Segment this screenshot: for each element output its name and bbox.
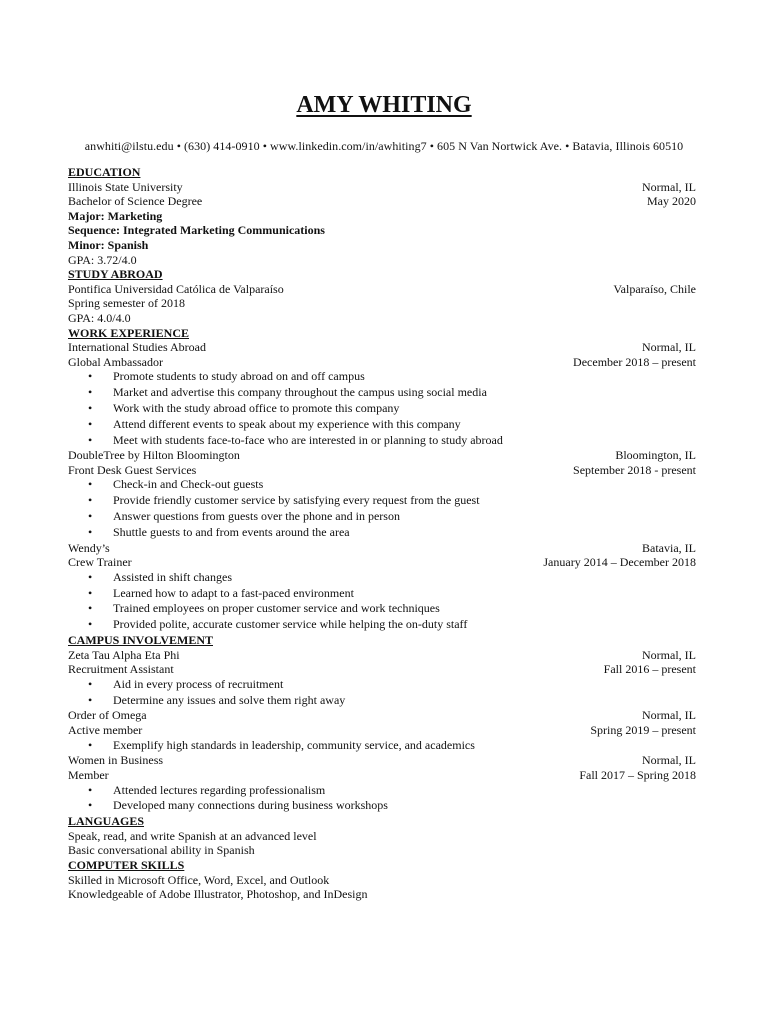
campus-bullets	[68, 738, 696, 754]
job-org: Wendy’s	[68, 540, 110, 555]
bullet-item: • Work with the study abroad office to promote this company	[68, 401, 696, 417]
bullet-item: • Check-in and Check-out guests	[68, 477, 696, 493]
bullet-item: • Developed many connections during business workshops	[68, 798, 696, 814]
job-title: Crew Trainer	[68, 555, 132, 570]
computer-text: Knowledgeable of Adobe Illustrator, Photoshop, and InDesign	[68, 887, 368, 902]
bullet-item: • Determine any issues and solve them right away	[68, 693, 696, 709]
computer-heading: COMPUTER SKILLS	[68, 857, 185, 872]
job-title-row	[68, 355, 696, 370]
education-minor	[68, 238, 696, 253]
education-degree: Bachelor of Science Degree	[68, 194, 203, 209]
campus-heading: CAMPUS INVOLVEMENT	[68, 633, 213, 648]
study-abroad-location: Valparaíso, Chile	[613, 281, 696, 296]
resume-body	[68, 165, 696, 902]
education-heading: EDUCATION	[68, 165, 141, 179]
abroad-gpa-text: GPA: 4.0/4.0	[68, 310, 131, 325]
campus-title-row	[68, 723, 696, 738]
education-school-row	[68, 180, 696, 195]
campus-title-row	[68, 768, 696, 783]
campus-date: Spring 2019 – present	[590, 723, 696, 738]
job-org-row	[68, 448, 696, 463]
job-title: Global Ambassador	[68, 354, 163, 369]
job-org-row	[68, 340, 696, 355]
job-date: January 2014 – December 2018	[543, 555, 696, 570]
campus-title: Active member	[68, 723, 143, 738]
computer-line	[68, 887, 696, 902]
education-school: Illinois State University	[68, 179, 183, 194]
resume-name	[0, 92, 768, 119]
sequence-text: Sequence: Integrated Marketing Communications	[68, 223, 325, 238]
education-gpa	[68, 253, 696, 268]
campus-org: Order of Omega	[68, 708, 147, 723]
bullet-item: • Learned how to adapt to a fast-paced environment	[68, 586, 696, 602]
study-abroad-gpa	[68, 311, 696, 326]
bullet-item: • Market and advertise this company throughout the campus using social media	[68, 385, 696, 401]
campus-title-row	[68, 662, 696, 677]
campus-bullets	[68, 783, 696, 815]
major-text: Major: Marketing	[68, 208, 163, 223]
job-date: September 2018 - present	[573, 462, 696, 477]
campus-org-row	[68, 753, 696, 768]
job-date: December 2018 – present	[573, 354, 696, 369]
campus-location: Normal, IL	[642, 753, 696, 768]
campus-org: Zeta Tau Alpha Eta Phi	[68, 647, 180, 662]
languages-text: Speak, read, and write Spanish at an advanced level	[68, 828, 317, 843]
job-org: DoubleTree by Hilton Bloomington	[68, 448, 240, 463]
bullet-item: • Attend different events to speak about my experience with this company	[68, 417, 696, 433]
bullet-item: • Provide friendly customer service by satisfying every request from the guest	[68, 493, 696, 509]
job-location: Bloomington, IL	[615, 448, 696, 463]
bullet-item: • Meet with students face-to-face who are interested in or planning to study abroad	[68, 433, 696, 449]
job-bullets	[68, 477, 696, 540]
bullet-item: • Promote students to study abroad on and off campus	[68, 369, 696, 385]
job-location: Normal, IL	[642, 340, 696, 355]
job-bullets	[68, 570, 696, 633]
job-bullets	[68, 369, 696, 448]
bullet-item: • Attended lectures regarding professionalism	[68, 783, 696, 799]
education-sequence	[68, 223, 696, 238]
campus-location: Normal, IL	[642, 708, 696, 723]
study-abroad-school: Pontifica Universidad Católica de Valparaíso	[68, 281, 284, 296]
job-title-row	[68, 463, 696, 478]
job-location: Batavia, IL	[642, 540, 696, 555]
study-abroad-heading: STUDY ABROAD	[68, 267, 163, 282]
gpa-text: GPA: 3.72/4.0	[68, 252, 137, 267]
campus-date: Fall 2016 – present	[603, 662, 696, 677]
job-org-row	[68, 541, 696, 556]
campus-org-row	[68, 708, 696, 723]
campus-title: Member	[68, 768, 109, 782]
bullet-item: • Shuttle guests to and from events around the area	[68, 525, 696, 541]
education-date: May 2020	[647, 194, 696, 209]
job-title-row	[68, 555, 696, 570]
work-heading: WORK EXPERIENCE	[68, 325, 190, 340]
education-location: Normal, IL	[642, 179, 696, 194]
job-org: International Studies Abroad	[68, 340, 206, 355]
education-major	[68, 209, 696, 224]
languages-heading: LANGUAGES	[68, 814, 145, 829]
bullet-item: • Answer questions from guests over the phone and in person	[68, 509, 696, 525]
computer-line	[68, 873, 696, 888]
campus-bullets	[68, 677, 696, 709]
languages-line	[68, 829, 696, 844]
bullet-item: • Aid in every process of recruitment	[68, 677, 696, 693]
study-abroad-school-row	[68, 282, 696, 297]
languages-line	[68, 843, 696, 858]
computer-text: Skilled in Microsoft Office, Word, Excel, and Outlook	[68, 872, 330, 887]
bullet-item: • Exemplify high standards in leadership, community service, and academics	[68, 738, 696, 754]
study-abroad-term	[68, 296, 696, 311]
bullet-item: • Provided polite, accurate customer service while helping the on-duty staff	[68, 617, 696, 633]
name-text: AMY WHITING	[296, 92, 472, 118]
minor-text: Minor: Spanish	[68, 237, 149, 252]
campus-location: Normal, IL	[642, 647, 696, 662]
bullet-item: • Trained employees on proper customer service and work techniques	[68, 601, 696, 617]
term-text: Spring semester of 2018	[68, 296, 185, 311]
campus-org-row	[68, 648, 696, 663]
education-degree-row	[68, 194, 696, 209]
languages-text: Basic conversational ability in Spanish	[68, 843, 255, 858]
bullet-item: • Assisted in shift changes	[68, 570, 696, 586]
campus-date: Fall 2017 – Spring 2018	[579, 768, 696, 782]
job-title: Front Desk Guest Services	[68, 462, 197, 477]
contact-line: anwhiti@ilstu.edu • (630) 414-0910 • www.linkedin.com/in/awhiting7 • 605 N Van Nortwick Ave. • Batavia, Illinois 60510	[84, 139, 684, 153]
campus-title: Recruitment Assistant	[68, 662, 174, 677]
campus-org: Women in Business	[68, 753, 164, 768]
